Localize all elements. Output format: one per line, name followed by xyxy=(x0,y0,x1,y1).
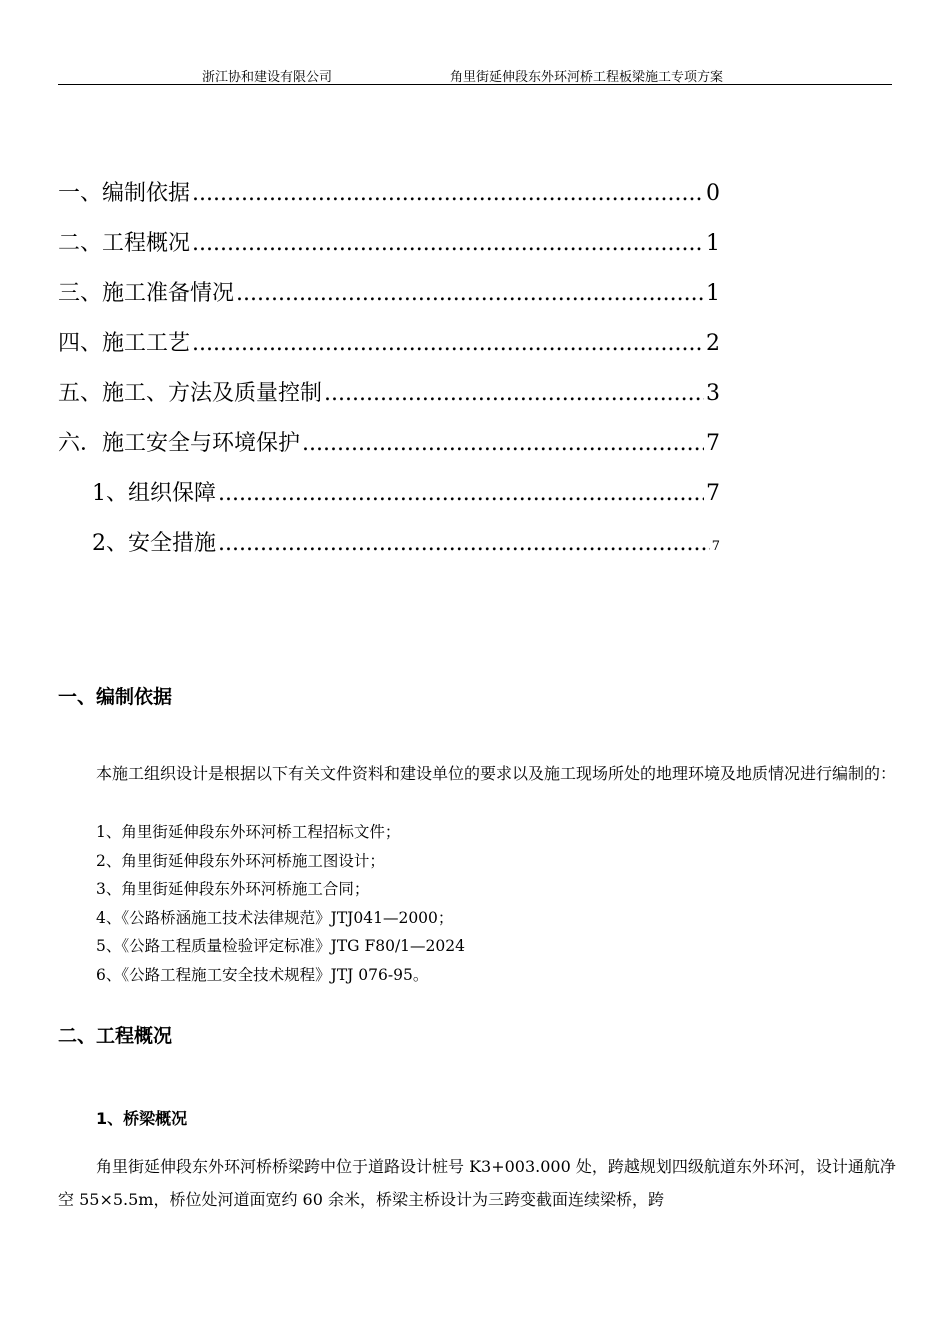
toc-entry[interactable] xyxy=(58,276,720,326)
page-header xyxy=(58,64,892,85)
reference-list xyxy=(96,818,465,989)
section-heading: 一、编制依据 xyxy=(58,686,173,708)
toc-label: 一、编制依据 xyxy=(58,181,191,206)
toc-label: 六．施工安全与环境保护 xyxy=(58,431,301,456)
toc-subentry[interactable] xyxy=(58,526,720,576)
toc-entry[interactable] xyxy=(58,376,720,426)
body-paragraph: 角里街延伸段东外环河桥桥梁跨中位于道路设计桩号 K3+003.000 处，跨越规划四级航道东外环河，设计通航净空 55×5.5m，桥位处河道面宽约 60 余米，桥梁主桥设计为三跨变截面连续梁桥，跨 xyxy=(58,1157,896,1209)
header-doc-title: 角里街延伸段东外环河桥工程板梁施工专项方案 xyxy=(450,70,724,85)
toc-leader-dots xyxy=(192,231,704,256)
list-item: 6、《公路工程施工安全技术规程》JTJ 076-95。 xyxy=(96,965,429,984)
section-heading: 二、工程概况 xyxy=(58,1025,173,1047)
header-company: 浙江协和建设有限公司 xyxy=(202,70,333,85)
toc-leader-dots xyxy=(192,181,704,206)
toc-label: 三、施工准备情况 xyxy=(58,281,235,306)
toc-label: 五、施工、方法及质量控制 xyxy=(58,381,323,406)
toc-leader-dots xyxy=(302,431,704,456)
toc-leader-dots xyxy=(192,331,704,356)
toc-label: 2、安全措施 xyxy=(92,531,216,556)
table-of-contents xyxy=(58,176,720,576)
toc-leader-dots xyxy=(236,281,704,306)
toc-page-number: 1 xyxy=(706,231,720,256)
list-item: 5、《公路工程质量检验评定标准》JTG F80/1—2024 xyxy=(96,937,465,955)
toc-entry[interactable] xyxy=(58,326,720,376)
toc-page-number: 7 xyxy=(706,481,720,506)
subsection-heading: 1、桥梁概况 xyxy=(96,1109,188,1128)
toc-entry[interactable] xyxy=(58,226,720,276)
list-item: 4、《公路桥涵施工技术法律规范》JTJ041—2000； xyxy=(96,908,454,927)
toc-label: 1、组织保障 xyxy=(92,481,216,506)
toc-page-number: 1 xyxy=(706,281,720,306)
list-item: 2、角里街延伸段东外环河桥施工图设计； xyxy=(96,851,385,870)
toc-page-number: 7 xyxy=(706,431,720,456)
toc-entry[interactable] xyxy=(58,176,720,226)
toc-subentry[interactable] xyxy=(58,476,720,526)
list-item: 1、角里街延伸段东外环河桥工程招标文件； xyxy=(96,823,401,841)
toc-label: 四、施工工艺 xyxy=(58,331,191,356)
toc-page-number: 3 xyxy=(706,381,720,406)
list-item: 3、角里街延伸段东外环河桥施工合同； xyxy=(96,880,370,898)
toc-leader-dots xyxy=(218,531,710,556)
toc-page-number: 2 xyxy=(706,331,720,356)
toc-page-number: 7 xyxy=(711,539,720,554)
toc-leader-dots xyxy=(218,481,704,506)
toc-entry[interactable] xyxy=(58,426,720,476)
toc-page-number: 0 xyxy=(706,181,720,206)
toc-label: 二、工程概况 xyxy=(58,231,191,256)
section-intro-paragraph: 本施工组织设计是根据以下有关文件资料和建设单位的要求以及施工现场所处的地理环境及地质情况进行编制的： xyxy=(96,764,897,783)
toc-leader-dots xyxy=(324,381,704,406)
